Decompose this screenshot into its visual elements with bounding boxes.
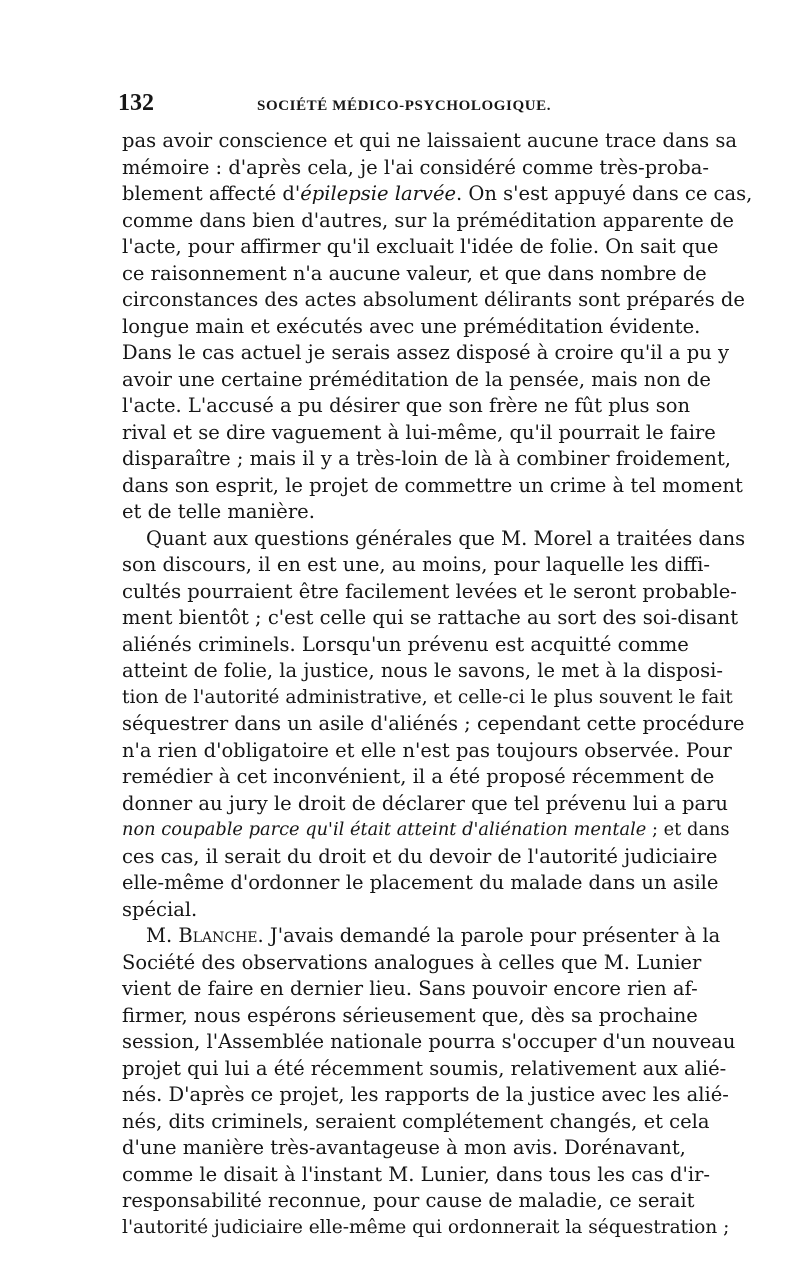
text-line: disparaître ; mais il y a très-loin de là à combiner froidement,: [122, 447, 731, 470]
text-line: Dans le cas actuel je serais assez disposé à croire qu'il a pu y: [122, 341, 729, 364]
text-line: l'autorité judiciaire elle-même qui ordonnerait la séquestration ;: [122, 1216, 730, 1238]
text-line: dans son esprit, le projet de commettre un crime à tel moment: [122, 473, 743, 497]
italic-phrase: non coupable parce qu'il était atteint d'aliénation mentale: [122, 819, 647, 840]
text-line: session, l'Assemblée nationale pourra s'occuper d'un nouveau: [122, 1030, 736, 1053]
running-title: SOCIÉTÉ MÉDICO-PSYCHOLOGIQUE.: [257, 98, 552, 114]
text-line: responsabilité reconnue, pour cause de maladie, ce serait: [122, 1189, 695, 1212]
text-fragment: ; et dans: [646, 819, 730, 840]
text-line: son discours, il en est une, au moins, pour laquelle les diffi-: [122, 553, 710, 576]
text-line: l'acte. L'accusé a pu désirer que son frère ne fût plus son: [122, 394, 691, 417]
text-line: avoir une certaine préméditation de la pensée, mais non de: [122, 367, 711, 391]
text-line: remédier à cet inconvénient, il a été proposé récemment de: [122, 765, 715, 788]
text-fragment: . J'avais demandé la parole pour présenter à la: [257, 924, 721, 947]
text-line: vient de faire en dernier lieu. Sans pouvoir encore rien af-: [122, 977, 698, 1000]
text-fragment: . On s'est appuyé dans ce cas,: [456, 182, 753, 205]
text-line: et de telle manière.: [122, 500, 315, 523]
text-line: d'une manière très-avantageuse à mon avis. Dorénavant,: [122, 1136, 686, 1159]
text-line: Quant aux questions générales que M. Morel a traitées dans: [146, 526, 746, 550]
body-text: [122, 128, 753, 1241]
text-line: séquestrer dans un asile d'aliénés ; cependant cette procédure: [122, 712, 745, 735]
text-line: ces cas, il serait du droit et du devoir de l'autorité judiciaire: [122, 844, 718, 868]
text-line: [122, 181, 753, 208]
text-fragment: blement affecté d': [122, 182, 301, 205]
text-line: atteint de folie, la justice, nous le savons, le met à la disposi-: [122, 659, 723, 682]
text-line: tion de l'autorité administrative, et celle-ci le plus souvent le fait: [122, 686, 733, 708]
text-fragment: M.: [146, 924, 179, 947]
text-line: rival et se dire vaguement à lui-même, qu'il pourrait le faire: [122, 420, 716, 444]
text-line: elle-même d'ordonner le placement du malade dans un asile: [122, 871, 719, 894]
italic-term: épilepsie larvée: [300, 182, 457, 205]
text-line: projet qui lui a été récemment soumis, relativement aux alié-: [122, 1056, 727, 1080]
text-line: firmer, nous espérons sérieusement que, dès sa prochaine: [122, 1003, 698, 1027]
text-line: l'acte, pour affirmer qu'il excluait l'idée de folie. On sait que: [122, 235, 719, 258]
text-line: [122, 923, 721, 950]
text-line: circonstances des actes absolument délirants sont préparés de: [122, 288, 745, 311]
text-line: donner au jury le droit de déclarer que tel prévenu lui a paru: [122, 791, 728, 815]
text-line: nés, dits criminels, seraient complétement changés, et cela: [122, 1109, 710, 1133]
text-line: cultés pourraient être facilement levées et le seront probable-: [122, 579, 737, 603]
text-line: ce raisonnement n'a aucune valeur, et que dans nombre de: [122, 261, 707, 285]
text-line: ment bientôt ; c'est celle qui se rattache au sort des soi-disant: [122, 606, 739, 629]
speaker-name: Blanche: [178, 924, 258, 947]
page-number: 132: [118, 90, 154, 116]
text-line: Société des observations analogues à celles que M. Lunier: [122, 950, 702, 974]
text-line: mémoire : d'après cela, je l'ai considéré comme très-proba-: [122, 155, 709, 179]
text-line: spécial.: [122, 897, 198, 921]
text-line: longue main et exécutés avec une préméditation évidente.: [122, 314, 701, 338]
page-header: [118, 90, 678, 120]
text-line: aliénés criminels. Lorsqu'un prévenu est acquitté comme: [122, 632, 689, 656]
text-line: [122, 817, 730, 844]
text-line: n'a rien d'obligatoire et elle n'est pas toujours observée. Pour: [122, 738, 732, 762]
text-line: comme le disait à l'instant M. Lunier, dans tous les cas d'ir-: [122, 1162, 710, 1186]
text-line: pas avoir conscience et qui ne laissaient aucune trace dans sa: [122, 129, 737, 152]
text-line: nés. D'après ce projet, les rapports de la justice avec les alié-: [122, 1083, 729, 1106]
text-line: comme dans bien d'autres, sur la préméditation apparente de: [122, 208, 734, 232]
